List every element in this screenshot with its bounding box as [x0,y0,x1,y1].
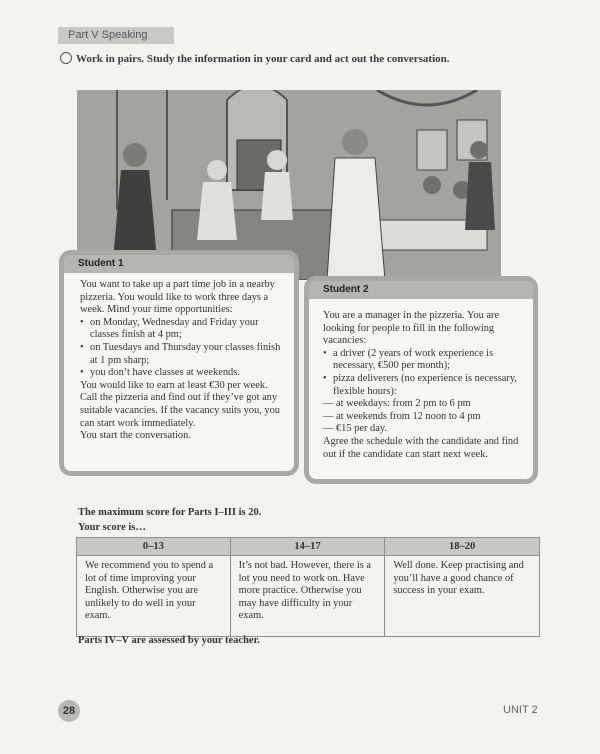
task-icon [60,52,72,64]
student-2-dash-item: — at weekdays: from 2 pm to 6 pm [323,398,471,410]
assessed-note: Parts IV–V are assessed by your teacher. [78,635,260,646]
student-2-outro: Agree the schedule with the candidate and find out if the candidate can start next week. [323,435,519,460]
student-1-bullet: • you don’t have classes at weekends. [80,367,284,380]
student-1-bullet: • on Tuesdays and Thursday your classes finish at 1 pm sharp; [80,342,284,367]
unit-label: UNIT 2 [503,704,538,716]
student-1-card [59,250,299,476]
score-table [76,537,540,637]
score-cell: It’s not bad. However, there is a lot you need to work on. Have more practice. Otherwise you may have difficulty in your exam. [230,556,385,637]
student-2-card [304,276,538,484]
your-score-text: Your score is… [78,522,146,533]
student-2-bullet: • pizza deliverers (no experience is necessary, flexible hours): [323,373,527,398]
table-row [77,556,540,637]
student-2-intro: You are a manager in the pizzeria. You are looking for people to fill in the following vacancies: [323,310,500,347]
student-1-outro: You would like to earn at least €30 per week. Call the pizzeria and find out if they’ve got any suitable vacancies. If the vacancy suits you, you can start work immediately. [80,379,280,429]
student-2-dash-item: — €15 per day. [323,423,387,435]
score-column-header: 14–17 [230,538,385,556]
instruction-text: Work in pairs. Study the information in your card and act out the conversation. [76,53,450,65]
student-2-title: Student 2 [309,281,533,299]
score-column-header: 18–20 [385,538,540,556]
max-score-text: The maximum score for Parts I–III is 20. [78,507,262,518]
student-1-bullet: • on Monday, Wednesday and Friday your classes finish at 4 pm; [80,317,284,342]
student-1-title: Student 1 [64,255,294,273]
student-1-closing: You start the conversation. [80,430,191,442]
score-cell: Well done. Keep practising and you’ll have a good chance of success in your exam. [385,556,540,637]
score-cell: We recommend you to spend a lot of time improving your English. Otherwise you are unlikely to do well in your exam. [77,556,231,637]
score-column-header: 0–13 [77,538,231,556]
student-2-dash-item: — at weekends from 12 noon to 4 pm [323,410,481,422]
student-1-intro: You want to take up a part time job in a nearby pizzeria. You would like to work three days a week. Mind your time opportunities: [80,279,275,316]
student-2-bullet: • a driver (2 years of work experience is necessary, €500 per month); [323,348,527,373]
instruction [60,52,580,66]
page-number: 28 [58,700,80,722]
score-heading [78,505,261,535]
part-tab: Part V Speaking [58,27,174,44]
